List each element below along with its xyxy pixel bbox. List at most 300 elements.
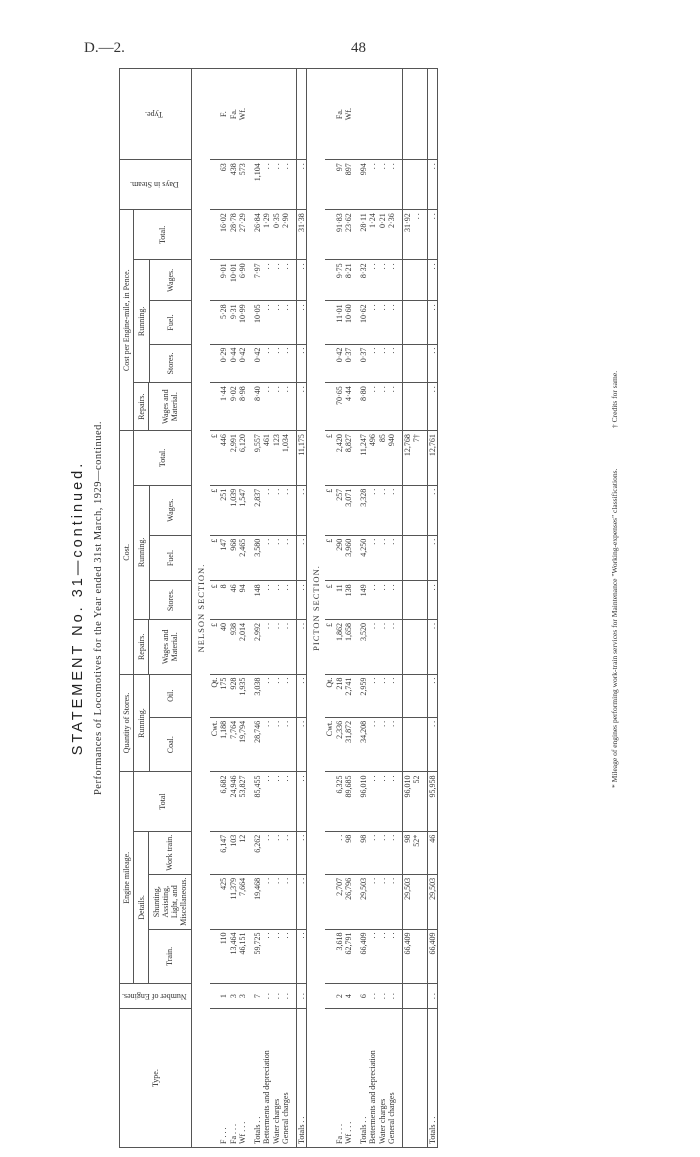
cell-oil: . . (368, 674, 378, 717)
statement-subtitle: Performances of Locomotives for the Year ended 31st March, 1929—continued. (93, 420, 104, 796)
cell-ptot: . . (427, 210, 438, 260)
header-stores-running: Running. (134, 674, 150, 772)
cell-total: . . (387, 772, 397, 831)
table-row (335, 69, 345, 1148)
cell-shunt: . . (368, 874, 378, 929)
header-wages-material: Wages and Material. (149, 620, 192, 675)
cell-typer (387, 69, 397, 160)
cell-shunt: 26,796 (344, 874, 354, 929)
unit-cell: Cwt. (210, 717, 220, 772)
cell-shunt: 29,503 (427, 874, 438, 929)
cell-n: 4 (344, 984, 354, 1009)
cell-coal: 19,794 (238, 717, 248, 772)
cell-stores: 94 (238, 581, 248, 620)
cell-ptot: 23·62 (344, 210, 354, 260)
cell-n (402, 984, 412, 1009)
cell-wm: . . (387, 620, 397, 675)
cell-ptot: 31·92 (402, 210, 412, 260)
cell-pwm: . . (272, 383, 282, 431)
cell-days: . . (281, 160, 291, 210)
unit-cell (325, 301, 335, 344)
cell-train: . . (296, 929, 307, 984)
cell-n (412, 984, 422, 1009)
header-cost: Cost. (120, 431, 134, 675)
unit-cell (325, 929, 335, 984)
unit-cell: Qt. (325, 674, 335, 717)
cell-type: General charges (281, 1009, 291, 1148)
cell-n: . . (387, 984, 397, 1009)
cell-pfu: 10·60 (344, 301, 354, 344)
cell-stores: 138 (344, 581, 354, 620)
cell-shunt: 29,503 (359, 874, 369, 929)
cell-total: . . (368, 772, 378, 831)
cell-pfu: . . (368, 301, 378, 344)
cell-pfu: . . (296, 301, 307, 344)
header-num-engines: Number of Engines. (120, 984, 192, 1009)
cell-stores: 46 (229, 581, 239, 620)
cell-type: Fa . . . (229, 1009, 239, 1148)
cell-work: 46 (427, 831, 438, 874)
cell-pfu: 10·62 (359, 301, 369, 344)
unit-cell (325, 383, 335, 431)
cell-stores: . . (427, 581, 438, 620)
cell-pwa (402, 260, 412, 301)
cell-wm: . . (378, 620, 388, 675)
cell-ptot: 28·11 (359, 210, 369, 260)
cell-pwa: 9·01 (219, 260, 229, 301)
units-row (325, 69, 335, 1148)
cell-oil: . . (272, 674, 282, 717)
unit-cell (210, 772, 220, 831)
cell-oil: . . (296, 674, 307, 717)
header-work-train: Work train. (149, 831, 192, 874)
cell-ptot: 1·24 (368, 210, 378, 260)
cell-pwa: 10·01 (229, 260, 239, 301)
cell-wages: 251 (219, 485, 229, 535)
cell-pfu: . . (427, 301, 438, 344)
cell-pwa: 8·21 (344, 260, 354, 301)
header-type-right: Type. (120, 69, 192, 160)
statement-title: STATEMENT No. 31—continued. (70, 460, 86, 756)
unit-cell (210, 344, 220, 383)
cell-ctotal: 2,420 (335, 431, 345, 486)
summary-row (387, 69, 397, 1148)
cell-coal: 31,872 (344, 717, 354, 772)
unit-cell: £ (325, 535, 335, 581)
unit-cell: £ (210, 485, 220, 535)
cell-typer (359, 69, 369, 160)
cell-shunt: . . (262, 874, 272, 929)
header-type: Type. (120, 1009, 192, 1148)
cell-pwm: 8·40 (253, 383, 263, 431)
cell-wages: . . (281, 485, 291, 535)
cell-ctotal: 6,120 (238, 431, 248, 486)
cell-wages: 1,039 (229, 485, 239, 535)
cell-oil: 2,741 (344, 674, 354, 717)
cell-pwm: . . (378, 383, 388, 431)
cell-work: . . (368, 831, 378, 874)
cell-wm: 2,014 (238, 620, 248, 675)
cell-wm (402, 620, 412, 675)
cell-train: . . (262, 929, 272, 984)
cell-fuel: . . (272, 535, 282, 581)
cell-coal: . . (378, 717, 388, 772)
cell-pfu: 10·05 (253, 301, 263, 344)
cell-wages: . . (296, 485, 307, 535)
cell-train: 66,409 (359, 929, 369, 984)
cell-work: . . (272, 831, 282, 874)
unit-cell (210, 831, 220, 874)
cell-fuel (402, 535, 412, 581)
cell-stores: . . (368, 581, 378, 620)
unit-cell: £ (210, 581, 220, 620)
cell-days (412, 160, 422, 210)
unit-cell (210, 69, 220, 160)
unit-cell (325, 344, 335, 383)
cell-coal (402, 717, 412, 772)
cell-ctotal: 446 (219, 431, 229, 486)
cell-pwm: 70·65 (335, 383, 345, 431)
cell-pst: . . (378, 344, 388, 383)
table-row (219, 69, 229, 1148)
cell-n: . . (281, 984, 291, 1009)
cell-pfu: . . (272, 301, 282, 344)
cell-fuel: 290 (335, 535, 345, 581)
cell-wm: . . (296, 620, 307, 675)
summary-row (272, 69, 282, 1148)
cell-ctotal: 461 (262, 431, 272, 486)
unit-cell: £ (210, 535, 220, 581)
header-pence-running: Running. (134, 260, 150, 383)
cell-pst: . . (262, 344, 272, 383)
header-pence-wages: Wages. (150, 260, 192, 301)
cell-type (402, 1009, 412, 1148)
cell-total: 96,010 (359, 772, 369, 831)
cell-total: 89,685 (344, 772, 354, 831)
cell-type: Water charges (378, 1009, 388, 1148)
cell-days: 994 (359, 160, 369, 210)
cell-pst: 0·44 (229, 344, 239, 383)
cell-pst: . . (427, 344, 438, 383)
cell-ptot: 16·02 (219, 210, 229, 260)
cell-ptot: 0·21 (378, 210, 388, 260)
header-mileage-total: Total (134, 772, 192, 831)
units-row (210, 69, 220, 1148)
cell-type: Betterments and depreciation (368, 1009, 378, 1148)
cell-coal: . . (281, 717, 291, 772)
cell-coal: . . (387, 717, 397, 772)
cell-n: 3 (238, 984, 248, 1009)
cell-ptot: 2·36 (387, 210, 397, 260)
unit-cell (325, 260, 335, 301)
cell-type (412, 1009, 422, 1148)
locomotive-performance-table (119, 68, 438, 1148)
cell-pfu: 5·28 (219, 301, 229, 344)
cell-coal: . . (368, 717, 378, 772)
cell-total: 85,455 (253, 772, 263, 831)
cell-pst: . . (368, 344, 378, 383)
cell-train (412, 929, 422, 984)
cell-shunt: . . (387, 874, 397, 929)
summary-row (368, 69, 378, 1148)
cell-wm: . . (281, 620, 291, 675)
unit-cell (325, 831, 335, 874)
cell-fuel: . . (387, 535, 397, 581)
cell-pfu (412, 301, 422, 344)
cell-days: 97 (335, 160, 345, 210)
cell-typer (296, 69, 307, 160)
cell-work: . . (262, 831, 272, 874)
cell-wm: . . (427, 620, 438, 675)
cell-wages: . . (387, 485, 397, 535)
header-pence-wages-material: Wages and Material. (149, 383, 192, 431)
cell-pwm: 9·02 (229, 383, 239, 431)
cell-work: . . (378, 831, 388, 874)
cell-n: 3 (229, 984, 239, 1009)
cell-n: . . (427, 984, 438, 1009)
cell-pst: 0·29 (219, 344, 229, 383)
unit-cell (325, 1009, 335, 1148)
cell-coal: 34,208 (359, 717, 369, 772)
cell-stores: . . (262, 581, 272, 620)
cell-pwm: . . (281, 383, 291, 431)
cell-shunt: 7,664 (238, 874, 248, 929)
cell-ctotal: 940 (387, 431, 397, 486)
cell-train: 59,725 (253, 929, 263, 984)
header-repairs: Repairs. (134, 620, 149, 675)
cell-days: . . (296, 160, 307, 210)
section-heading: PICTON SECTION. (307, 69, 326, 1148)
cell-typer (427, 69, 438, 160)
header-qty-stores: Quantity of Stores. (120, 674, 134, 772)
cell-n: . . (378, 984, 388, 1009)
cell-stores (402, 581, 412, 620)
cell-days: 1,104 (253, 160, 263, 210)
summary-row (262, 69, 272, 1148)
cell-shunt: 425 (219, 874, 229, 929)
cell-n: 7 (253, 984, 263, 1009)
cell-n: . . (262, 984, 272, 1009)
cell-work: 98 (359, 831, 369, 874)
cell-pwm: . . (296, 383, 307, 431)
cell-total: . . (272, 772, 282, 831)
cell-pwm (402, 383, 412, 431)
header-details: Details. (134, 831, 149, 983)
cell-ctotal: 496 (368, 431, 378, 486)
cell-pwa: 8·32 (359, 260, 369, 301)
unit-cell (210, 984, 220, 1009)
header-pence-total: Total. (134, 210, 192, 260)
cell-ctotal: 8,827 (344, 431, 354, 486)
cell-type: Totals . . (359, 1009, 369, 1148)
section-heading-row (307, 69, 326, 1148)
cell-stores: . . (296, 581, 307, 620)
summary-row (281, 69, 291, 1148)
cell-train: 13,464 (229, 929, 239, 984)
cell-typer: Fa. (335, 69, 345, 160)
cell-ctotal: 1,034 (281, 431, 291, 486)
cell-total: 95,958 (427, 772, 438, 831)
cell-pst: 0·42 (238, 344, 248, 383)
cell-pwa: . . (262, 260, 272, 301)
cell-wages: . . (368, 485, 378, 535)
cell-total: . . (296, 772, 307, 831)
cell-total: 53,827 (238, 772, 248, 831)
cell-oil (412, 674, 422, 717)
cell-typer: Wf. (344, 69, 354, 160)
cell-stores: 149 (359, 581, 369, 620)
cell-total: 52 (412, 772, 422, 831)
cell-ctotal: 7† (412, 431, 422, 486)
cell-ptot: 0·35 (272, 210, 282, 260)
cell-pst: 0·37 (344, 344, 354, 383)
unit-cell: Qt. (210, 674, 220, 717)
cell-wm: . . (368, 620, 378, 675)
cell-wages: 1,547 (238, 485, 248, 535)
cell-oil: . . (262, 674, 272, 717)
cell-stores: . . (281, 581, 291, 620)
cell-coal: . . (272, 717, 282, 772)
statement-sheet (65, 68, 635, 1148)
cell-typer (272, 69, 282, 160)
cell-days: . . (378, 160, 388, 210)
cell-ctotal: 85 (378, 431, 388, 486)
cell-train: . . (281, 929, 291, 984)
unit-cell (325, 984, 335, 1009)
cell-coal: . . (427, 717, 438, 772)
cell-type: Betterments and depreciation (262, 1009, 272, 1148)
cell-wm: 40 (219, 620, 229, 675)
cell-type: General charges (387, 1009, 397, 1148)
cell-wages: . . (378, 485, 388, 535)
cell-fuel: 147 (219, 535, 229, 581)
cell-oil: 3,038 (253, 674, 263, 717)
cell-pwa: 6·90 (238, 260, 248, 301)
cell-n: 2 (335, 984, 345, 1009)
cell-wages (412, 485, 422, 535)
cell-n: . . (296, 984, 307, 1009)
header-stores: Stores. (150, 581, 192, 620)
footnote-mileage: * Mileage of engines performing work-train services for Maintenance "Working-expenses" classifications. (610, 468, 619, 788)
cell-work: 6,262 (253, 831, 263, 874)
cell-type: Totals . . (253, 1009, 263, 1148)
table-row (344, 69, 354, 1148)
cell-pwa (412, 260, 422, 301)
cell-total: . . (281, 772, 291, 831)
unit-cell (325, 160, 335, 210)
cell-total: 6,682 (219, 772, 229, 831)
cell-total: 96,010 (402, 772, 412, 831)
cell-fuel: 4,250 (359, 535, 369, 581)
cell-days: . . (387, 160, 397, 210)
cell-oil: 2,959 (359, 674, 369, 717)
adjustment-row (412, 69, 422, 1148)
cell-type: Totals . . (427, 1009, 438, 1148)
header-wages: Wages. (150, 485, 192, 535)
cell-pwa: . . (281, 260, 291, 301)
cell-total: . . (378, 772, 388, 831)
unit-cell (210, 210, 220, 260)
unit-cell (210, 1009, 220, 1148)
cell-work: . . (296, 831, 307, 874)
cell-train: 62,791 (344, 929, 354, 984)
cell-shunt: 11,379 (229, 874, 239, 929)
cell-oil: 928 (229, 674, 239, 717)
cell-days: 438 (229, 160, 239, 210)
cell-days: . . (427, 160, 438, 210)
cell-stores: 8 (219, 581, 229, 620)
unit-cell (210, 260, 220, 301)
cell-pfu: . . (281, 301, 291, 344)
cell-stores: 148 (253, 581, 263, 620)
cell-pst: . . (281, 344, 291, 383)
cell-ptot: 1·29 (262, 210, 272, 260)
cell-typer (402, 69, 412, 160)
cell-oil: . . (427, 674, 438, 717)
cell-wm: . . (272, 620, 282, 675)
grand-total-row (296, 69, 307, 1148)
cell-stores: . . (378, 581, 388, 620)
header-cost-running: Running. (134, 485, 150, 619)
unit-cell: £ (210, 431, 220, 486)
cell-work: 98 (402, 831, 412, 874)
cell-pst: . . (272, 344, 282, 383)
unit-cell (210, 301, 220, 344)
cell-pwa: 9·75 (335, 260, 345, 301)
cell-total: 6,325 (335, 772, 345, 831)
cell-fuel: 2,465 (238, 535, 248, 581)
cell-pst: 0·42 (335, 344, 345, 383)
adjustment-row (402, 69, 412, 1148)
cell-pwm: . . (368, 383, 378, 431)
cell-n: . . (368, 984, 378, 1009)
cell-coal (412, 717, 422, 772)
header-coal: Coal. (150, 717, 192, 772)
cell-pst: 0·37 (359, 344, 369, 383)
cell-ctotal: 9,557 (253, 431, 263, 486)
cell-oil: . . (387, 674, 397, 717)
cell-coal: 28,746 (253, 717, 263, 772)
cell-shunt: . . (281, 874, 291, 929)
cell-wm: 2,992 (253, 620, 263, 675)
cell-days: . . (368, 160, 378, 210)
cell-shunt (412, 874, 422, 929)
unit-cell (210, 929, 220, 984)
cell-ptot: 31·38 (296, 210, 307, 260)
cell-oil: . . (281, 674, 291, 717)
cell-total: . . (262, 772, 272, 831)
page-code: D.—2. (84, 40, 125, 56)
cell-pwa: . . (296, 260, 307, 301)
cell-oil: 218 (335, 674, 345, 717)
cell-oil: 175 (219, 674, 229, 717)
cell-pwm: 8·98 (238, 383, 248, 431)
cell-type: Wf . . . (238, 1009, 248, 1148)
cell-pwm: . . (387, 383, 397, 431)
cell-shunt: . . (296, 874, 307, 929)
cell-n: 6 (359, 984, 369, 1009)
cell-ctotal: 11,175 (296, 431, 307, 486)
unit-cell (325, 69, 335, 160)
cell-pwa: . . (427, 260, 438, 301)
cell-wages: 3,328 (359, 485, 369, 535)
cell-oil: . . (378, 674, 388, 717)
cell-stores: . . (272, 581, 282, 620)
cell-work: 98 (344, 831, 354, 874)
cell-shunt: 29,503 (402, 874, 412, 929)
cell-coal: . . (296, 717, 307, 772)
cell-fuel: 3,580 (253, 535, 263, 581)
